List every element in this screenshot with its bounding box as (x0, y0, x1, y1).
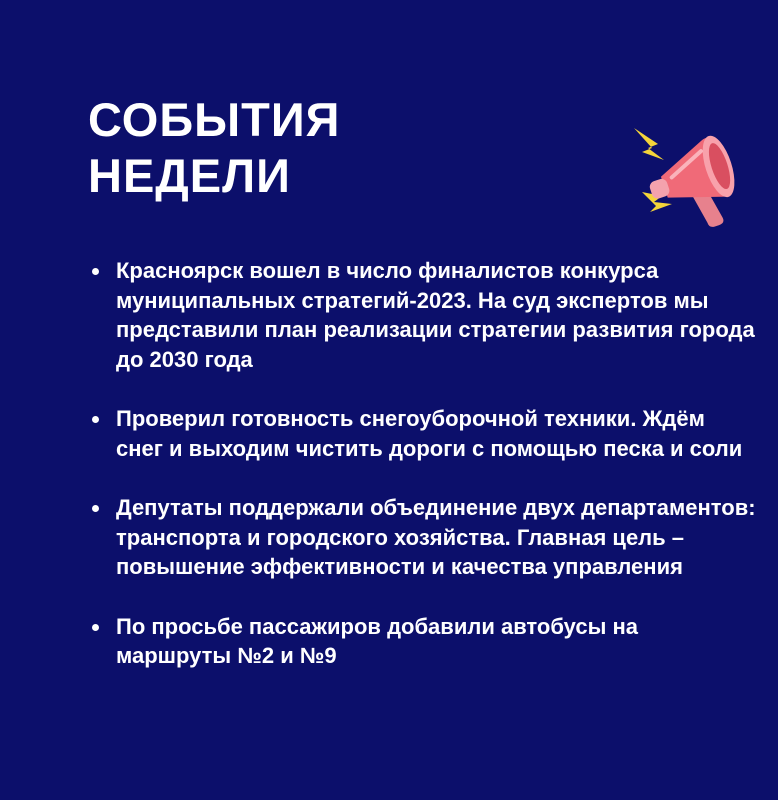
title-line-1: СОБЫТИЯ (88, 93, 341, 146)
news-text: Депутаты поддержали объединение двух департаментов: транспорта и городского хозяйства. Главная цель – повышение эффективности и качества управления (116, 495, 756, 579)
page-title (88, 92, 340, 204)
list-item (116, 612, 756, 671)
news-text: Красноярск вошел в число финалистов конкурса муниципальных стратегий-2023. На суд экспертов мы представили план реализации стратегии развития города до 2030 года (116, 258, 755, 372)
list-item (116, 404, 756, 463)
news-list (116, 256, 756, 701)
bullet (92, 505, 99, 512)
bullet (92, 268, 99, 275)
list-item (116, 493, 756, 582)
news-text: По просьбе пассажиров добавили автобусы на маршруты №2 и №9 (116, 613, 638, 668)
megaphone-icon (628, 122, 746, 240)
lightning-icon (634, 128, 664, 160)
title-line-2: НЕДЕЛИ (88, 149, 291, 202)
bullet (92, 416, 99, 423)
list-item (116, 256, 756, 374)
news-text: Проверил готовность снегоуборочной техники. Ждём снег и выходим чистить дороги с помощью песка и соли (116, 406, 743, 461)
bullet (92, 624, 99, 631)
